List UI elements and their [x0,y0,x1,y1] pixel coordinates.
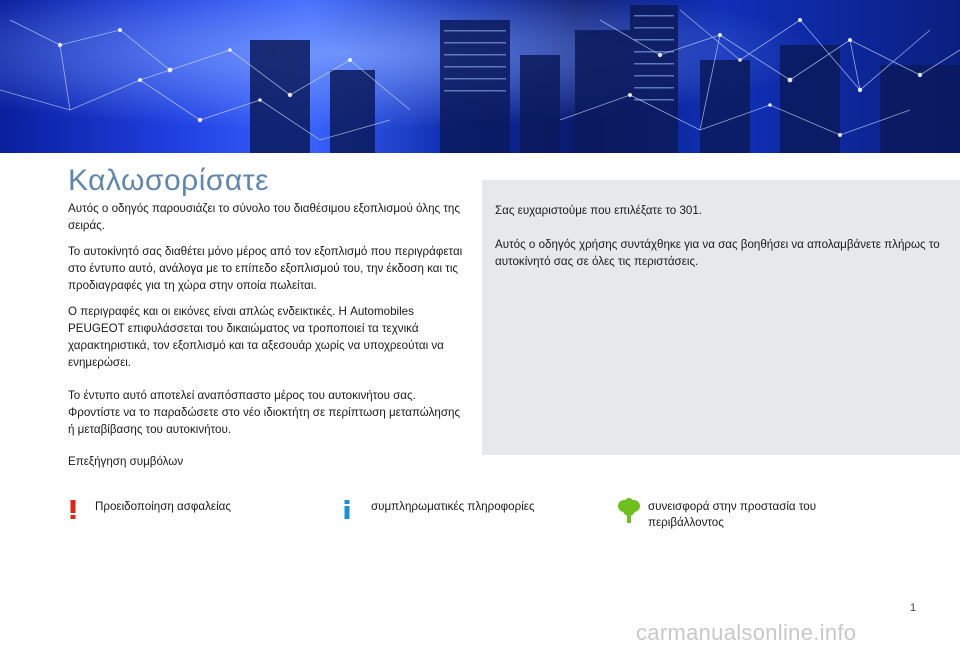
header-banner-image [0,0,960,153]
legend-label-warning: Προειδοποίηση ασφαλείας [95,500,231,513]
info-icon [340,498,354,520]
intro-paragraph-4: Το έντυπο αυτό αποτελεί αναπόσπαστο μέρος του αυτοκινήτου σας. Φροντίστε να το παραδώσετε στο νέο ιδιοκτήτη σε περίπτωση μεταπώλησης ή μεταβίβασης του αυτοκινήτου. [68,389,461,436]
intro-paragraph-3: Ο περιγραφές και οι εικόνες είναι απλώς ενδεικτικές. Η Automobiles PEUGEOT επιφυλάσσεται του δικαιώματος να τροποποιεί τα τεχνικά χαρακτηριστικά, τον εξοπλισμό και τα αξεσουάρ χωρίς να υποχρεούται να ενημερώσει. [68,305,444,369]
panel-thanks-text: Σας ευχαριστούμε που επιλέξατε το 301. [495,204,703,217]
watermark-text: carmanualsonline.info [636,620,857,645]
panel-purpose-text: Αυτός ο οδηγός χρήσης συντάχθηκε για να σας βοηθήσει να απολαμβάνετε πλήρως το αυτοκίνητό σας σε όλες τις περιστάσεις. [495,238,940,268]
intro-paragraph-1: Αυτός ο οδηγός παρουσιάζει το σύνολο του διαθέσιμου εξοπλισμού όλης της σειράς. [68,202,460,232]
intro-text-column [68,200,468,447]
intro-paragraph-2: Το αυτοκίνητό σας διαθέτει μόνο μέρος από τον εξοπλισμό που περιγράφεται στο έντυπο αυτό, ανάλογα με το επίπεδο εξοπλισμού του, την έκδοση και τις προδιαγραφές για τη χώρα στην οποία πωλείται. [68,245,463,292]
thanks-panel [482,180,960,455]
warning-icon [66,498,80,520]
city-network-illustration [0,0,960,153]
legend-label-environment: συνεισφορά στην προστασία του περιβάλλοντος [648,500,817,529]
tree-icon [617,498,641,524]
page-title: Καλωσορίσατε [68,164,269,197]
legend-label-info: συμπληρωματικές πληροφορίες [371,500,535,513]
legend-title: Επεξήγηση συμβόλων [68,455,184,468]
page-number: 1 [910,602,917,614]
